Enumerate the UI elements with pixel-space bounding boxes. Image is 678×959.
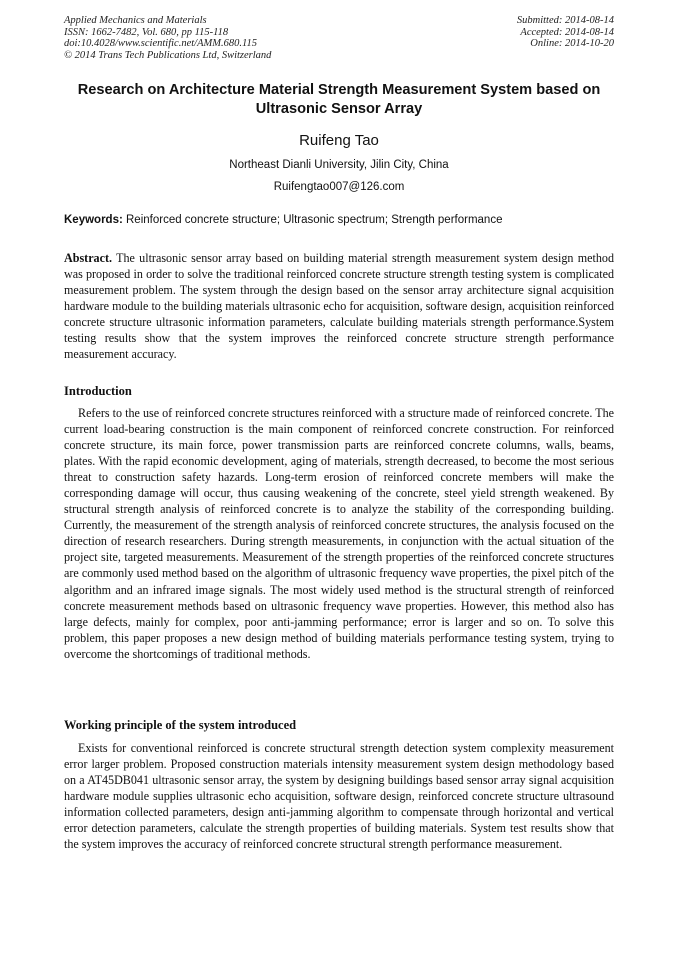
section-heading-introduction: Introduction bbox=[64, 384, 132, 398]
keywords-text: Reinforced concrete structure; Ultrasonic spectrum; Strength performance bbox=[126, 214, 503, 226]
section-body-working-principle: Exists for conventional reinforced is concrete structural strength detection system complexity measurement error larger problem. Proposed construction materials intensity measurement system design methodology based on a AT45DB041 ultrasonic sensor array, the system by designing buildings based sensor array signal acquisition hardware module supplies ultrasonic echo acquisition, software design, reinforced concrete structure ultrasound information collected parameters, design anti-jamming algorithm to compensate through horizontal and vertical error detection parameters, calculate the strength properties of building materials. System test results show that the system improves the accuracy of reinforced concrete structural strength performance measurement. bbox=[64, 741, 614, 852]
publication-dates bbox=[517, 15, 614, 50]
section-body-introduction: Refers to the use of reinforced concrete structures reinforced with a structure made of reinforced concrete. The current load-bearing construction is the main component of reinforced concrete construction. For reinforced concrete structure, its main force, power transmission parts are reinforced concrete columns, walls, beams, plates. With the rapid economic development, aging of materials, strength decreased, to become the most serious threat to construction safety hazards. Long-term erosion of reinforced concrete members will make the corresponding damage will occur, thus causing weakening of the concrete, steel yield strength weakened. By structural strength analysis of reinforced concrete is to analyze the stability of the corresponding building. Currently, the measurement of the strength analysis of reinforced concrete structures, the analysis focused on the direction of research researchers. During strength measurements, in conjunction with the actual situation of the project site, targeted measurements. Measurement of the strength properties of the reinforced concrete structures are commonly used method based on the algorithm of ultrasonic frequency wave properties, the pixel pitch of the algorithm and an infrared image signals. The most widely used method is the structural strength of reinforced concrete measurement methods based on ultrasonic frequency wave properties. However, this method also has large defects, mainly for complex, poor anti-jamming performance; error is larger and so on. To solve this problem, this paper proposes a new design method of building materials performance testing system, trying to overcome the shortcomings of traditional methods. bbox=[64, 406, 614, 661]
journal-copyright: © 2014 Trans Tech Publications Ltd, Switzerland bbox=[64, 49, 272, 61]
paper-title: Research on Architecture Material Strength Measurement System based on Ultrasonic Sensor Array bbox=[77, 82, 601, 117]
journal-doi: doi:10.4028/www.scientific.net/AMM.680.115 bbox=[64, 38, 257, 49]
keywords bbox=[64, 213, 614, 228]
keywords-label: Keywords: bbox=[64, 214, 123, 226]
author-name: Ruifeng Tao bbox=[299, 132, 379, 149]
abstract bbox=[64, 250, 614, 362]
submitted-date: Submitted: 2014-08-14 bbox=[516, 15, 614, 26]
abstract-label: Abstract. bbox=[64, 251, 113, 265]
journal-issn: ISSN: 1662-7482, Vol. 680, pp 115-118 bbox=[64, 26, 229, 38]
author-affiliation: Northeast Dianli University, Jilin City, China bbox=[229, 159, 449, 171]
abstract-text: The ultrasonic sensor array based on building material strength measurement system design method was proposed in order to solve the traditional reinforced concrete structure strength testing system is complicated measurement problem. The system through the design based on the sensor array architecture signal acquisition hardware module to the building materials ultrasonic echo for acquisition, software design, acquisition reinforced concrete structure ultrasonic information parameters, calculate building materials strength performance.System testing results show that the system improves the reinforced concrete structure strength performance measurement accuracy. bbox=[64, 251, 615, 362]
online-date: Online: 2014-10-20 bbox=[530, 38, 614, 49]
accepted-date: Accepted: 2014-08-14 bbox=[520, 26, 614, 38]
journal-info bbox=[64, 15, 271, 61]
section-heading-working-principle: Working principle of the system introduced bbox=[64, 718, 297, 732]
journal-name: Applied Mechanics and Materials bbox=[64, 15, 207, 26]
author-email: Ruifengtao007@126.com bbox=[273, 181, 405, 193]
